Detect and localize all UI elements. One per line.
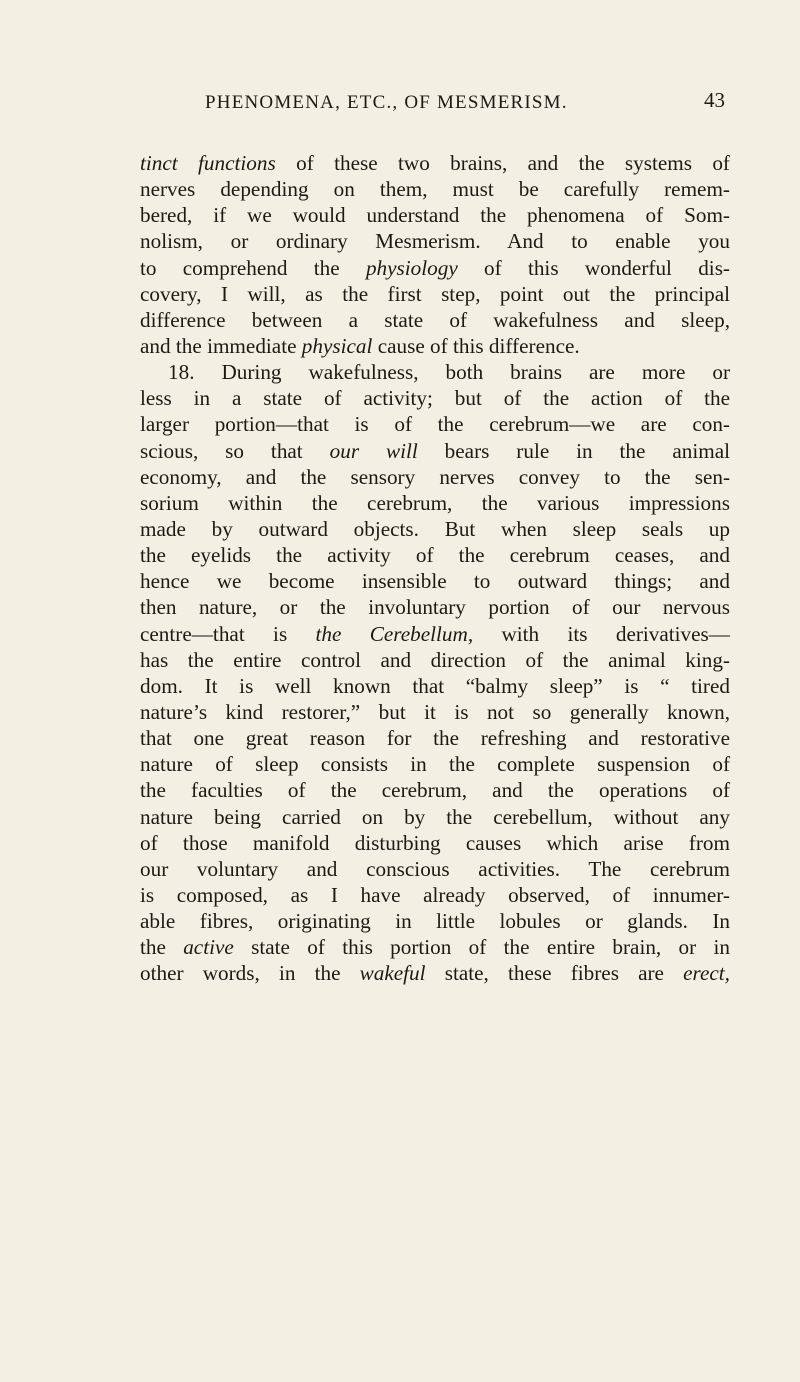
text-span: scious, so that — [140, 438, 330, 463]
text-line-20: has the entire control and direction of the animal king- — [140, 647, 730, 672]
text-line-6: covery, I will, as the first step, point out the principal — [140, 281, 730, 306]
text-line-24: nature of sleep consists in the complete suspension of — [140, 752, 730, 777]
text-line-18: then nature, or the involuntary portion of our nervous — [140, 595, 730, 620]
text-line-1 — [140, 150, 730, 176]
emphasis: erect, — [683, 961, 730, 986]
text-span: bears rule in the animal — [417, 438, 730, 463]
text-line-7: difference between a state of wakefulness and sleep, — [140, 307, 730, 332]
text-line-8 — [140, 333, 730, 359]
text-line-10: less in a state of activity; but of the action of the — [140, 386, 730, 411]
body-text — [140, 150, 730, 987]
text-line-32 — [140, 960, 730, 986]
emphasis: active — [183, 935, 234, 960]
emphasis: physical — [301, 333, 373, 358]
text-line-25: the faculties of the cerebrum, and the operations of — [140, 778, 730, 803]
text-line-2: nerves depending on them, must be carefully remem- — [140, 177, 730, 202]
text-line-4: nolism, or ordinary Mesmerism. And to enable you — [140, 229, 730, 254]
text-line-23: that one great reason for the refreshing and restorative — [140, 726, 730, 751]
text-line-21: dom. It is well known that “balmy sleep” is “ tired — [140, 673, 730, 698]
text-line-11: larger portion—that is of the cerebrum—we are con- — [140, 412, 730, 437]
text-line-30: able fibres, originating in little lobules or glands. In — [140, 909, 730, 934]
text-span: and the immediate — [140, 333, 302, 358]
text-line-17: hence we become insensible to outward things; and — [140, 569, 730, 594]
text-span: other words, in the — [140, 961, 360, 986]
text-span: state of this portion of the entire brain, or in — [233, 935, 730, 960]
text-line-16: the eyelids the activity of the cerebrum ceases, and — [140, 543, 730, 568]
text-line-12 — [140, 438, 730, 464]
text-line-31 — [140, 934, 730, 960]
text-span: cause of this difference. — [372, 333, 580, 358]
text-line-27: of those manifold disturbing causes which arise from — [140, 830, 730, 855]
emphasis: tinct functions — [140, 151, 276, 175]
text-span: of these two brains, and the systems of — [275, 151, 730, 175]
emphasis: our will — [329, 438, 418, 463]
running-head — [205, 88, 725, 118]
text-span: of this wonderful dis- — [457, 255, 730, 280]
text-line-26: nature being carried on by the cerebellum, without any — [140, 804, 730, 829]
text-line-28: our voluntary and conscious activities. The cerebrum — [140, 856, 730, 881]
emphasis: the Cerebellum, — [315, 621, 474, 646]
emphasis: physiology — [365, 255, 458, 280]
text-span: to comprehend the — [140, 255, 366, 280]
text-line-22: nature’s kind restorer,” but it is not so generally known, — [140, 699, 730, 724]
page-number: 43 — [704, 88, 725, 112]
text-line-15: made by outward objects. But when sleep seals up — [140, 516, 730, 541]
text-line-9: 18. During wakefulness, both brains are more or — [168, 360, 730, 385]
text-line-13: economy, and the sensory nerves convey to the sen- — [140, 464, 730, 489]
emphasis: wakeful — [359, 961, 426, 986]
text-line-19 — [140, 621, 730, 647]
text-line-3: bered, if we would understand the phenomena of Som- — [140, 203, 730, 228]
text-span: the — [140, 935, 184, 960]
text-line-5 — [140, 255, 730, 281]
text-line-14: sorium within the cerebrum, the various impressions — [140, 490, 730, 515]
text-span: centre—that is — [140, 621, 316, 646]
text-span: with its derivatives— — [473, 621, 730, 646]
text-span: state, these fibres are — [425, 961, 684, 986]
text-line-29: is composed, as I have already observed, of innumer- — [140, 882, 730, 907]
running-title: PHENOMENA, ETC., OF MESMERISM. — [205, 92, 568, 113]
